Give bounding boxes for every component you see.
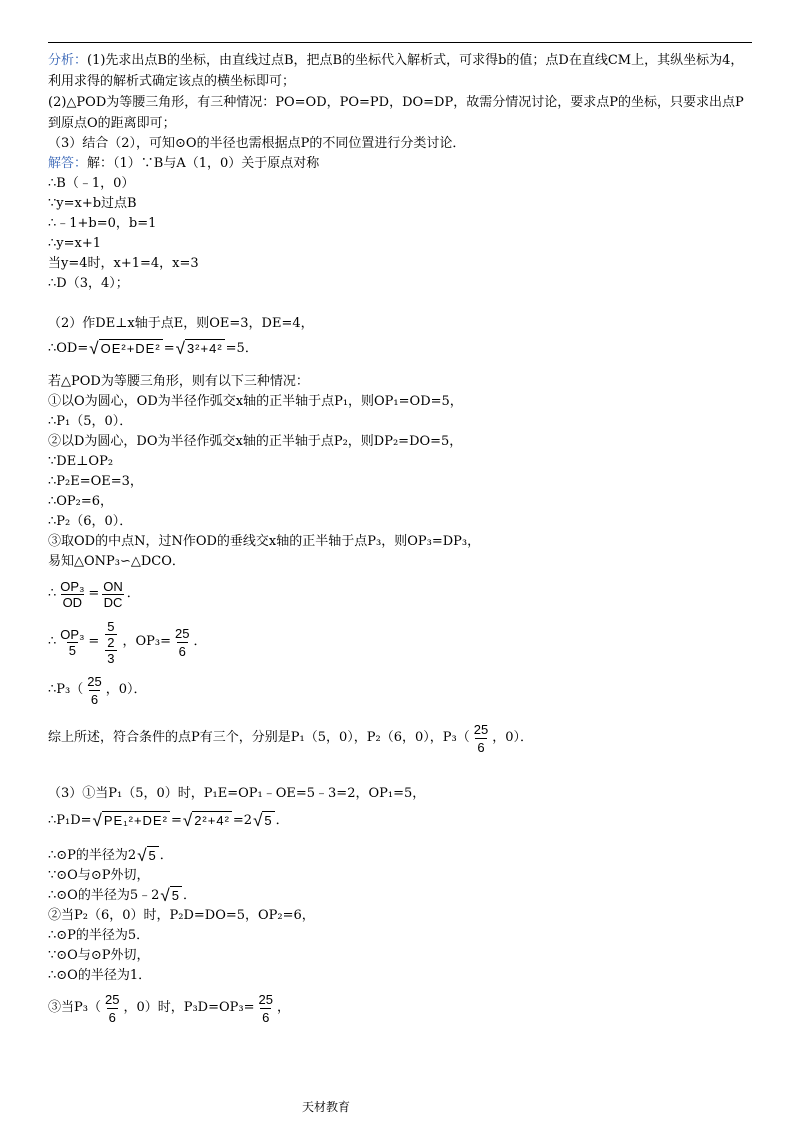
od-radical-1: √ OE²+DE²	[89, 339, 161, 358]
case2-line-c: ∴P₂E=OE=3，	[48, 474, 143, 489]
fraction-num: OP₃	[60, 626, 85, 642]
spacer	[48, 364, 754, 372]
answer-line-6: 当y=4时，x+1=4，x=3	[48, 256, 199, 271]
solution-content	[48, 50, 754, 1030]
part3-line-4: ∵⊙O与⊙P外切，	[48, 868, 150, 883]
summary-suffix: ，0）．	[492, 730, 533, 745]
op3-label: ，OP₃=	[122, 634, 172, 649]
od-prefix: ∴OD=	[48, 341, 89, 356]
analysis-line-5: （3）结合（2），可知⊙O的半径也需根据点P的不同位置进行分类讨论．	[48, 136, 466, 151]
r2-radical: √ 5	[160, 886, 180, 905]
complex-fraction	[101, 619, 120, 666]
answer-line-3: ∵y=x+b过点B	[48, 196, 137, 211]
fraction-den: DC	[103, 594, 123, 610]
p-radius-line	[48, 846, 754, 866]
fraction-den: OD	[62, 594, 83, 610]
fraction-25-6	[257, 991, 275, 1026]
r1-radical: √ 5	[137, 846, 157, 865]
od-radicand-1: OE²+DE²	[99, 339, 163, 359]
eq-sign: =	[88, 586, 100, 601]
answer-tag: 解答：	[48, 156, 88, 171]
ratio-formula	[48, 572, 754, 616]
case1-line-b: ∴P₁（5，0）．	[48, 414, 133, 429]
analysis-paragraph	[48, 50, 754, 92]
inner-num: 5	[107, 618, 115, 634]
fraction-den: 6	[90, 691, 99, 707]
p3-suffix: ，0）．	[105, 682, 147, 697]
p3-coordinate	[48, 668, 754, 712]
pd-end: ．	[275, 813, 289, 828]
inner-fraction	[105, 619, 116, 650]
analysis-line-3: (2)△POD为等腰三角形，有三种情况：PO=OD，PO=PD，DO=DP，故需分情况讨论，要求点P的坐标，只要求出点P	[48, 95, 744, 110]
therefore-2: ∴	[48, 634, 57, 649]
fraction-den: 3	[107, 650, 115, 666]
pd-eq: =	[170, 813, 182, 828]
fraction-op3-od	[58, 579, 86, 610]
analysis-tag: 分析：	[48, 53, 88, 68]
fraction-num: 25	[175, 625, 190, 641]
fraction-25-6	[103, 991, 121, 1026]
fraction-op3-5	[58, 627, 86, 658]
fraction-den: 6	[477, 739, 485, 755]
fraction-num: 25	[473, 721, 489, 737]
inner-den: 2	[107, 634, 115, 650]
case3-line-a: ③取OD的中点N，过N作OD的垂线交x轴的正半轴于点P₃，则OP₃=DP₃，	[48, 534, 481, 549]
case2-line-a: ②以D为圆心，DO为半径作弧交x轴的正半轴于点P₂，则DP₂=DO=5，	[48, 434, 463, 449]
part3-line-6: ②当P₂（6，0）时，P₂D=DO=5，OP₂=6，	[48, 908, 315, 923]
od-radical-2: √ 3²+4²	[175, 339, 223, 358]
answer-line-7: ∴D（3，4）；	[48, 276, 129, 291]
part2-cases-intro: 若△POD为等腰三角形，则有以下三种情况：	[48, 374, 309, 389]
fraction-den: 5	[68, 642, 76, 658]
fraction-num: 25	[87, 673, 102, 689]
analysis-line-4: 到原点O的距离即可；	[48, 116, 176, 131]
od-formula	[48, 334, 754, 364]
c3-prefix: ③当P₃（	[48, 1000, 101, 1015]
r2-radicand: 5	[170, 886, 182, 906]
case3-line-b: 易知△ONP₃∽△DCO．	[48, 554, 185, 569]
spacer	[48, 294, 754, 314]
case2-line-b: ∵DE⊥OP₂	[48, 454, 114, 469]
part3-line-7: ∴⊙P的半径为5．	[48, 928, 150, 943]
period: ．	[126, 586, 140, 601]
p1d-formula	[48, 804, 754, 838]
r1-radicand: 5	[147, 846, 159, 866]
footer-text: 天材教育	[302, 1100, 351, 1114]
r1-prefix: ∴⊙P的半径为2	[48, 848, 137, 863]
c3-mid: ，0）时，P₃D=OP₃=	[123, 1000, 255, 1015]
pd-radicand-1: PE₁²+DE²	[102, 811, 170, 831]
header-rule	[48, 42, 752, 43]
case2-line-e: ∴P₂（6，0）．	[48, 514, 133, 529]
part3-case3-line	[48, 986, 754, 1030]
r1-end: ．	[159, 848, 173, 863]
pd-eq2: =2	[232, 813, 253, 828]
p3-prefix: ∴P₃（	[48, 682, 84, 697]
od-radicand-2: 3²+4²	[185, 339, 225, 359]
pd-radical-1: √ PE₁²+DE²	[92, 811, 168, 830]
fraction-25-6	[173, 625, 191, 660]
fraction-den: 6	[178, 643, 186, 659]
fraction-on-dc	[101, 579, 125, 610]
r2-prefix: ∴⊙O的半径为5﹣2	[48, 888, 160, 903]
fraction-den: 6	[262, 1009, 270, 1025]
fraction-num: OP₃	[60, 578, 85, 594]
answer-line-1	[48, 154, 754, 174]
part2-line-1: （2）作DE⊥x轴于点E，则OE=3，DE=4，	[48, 316, 314, 331]
op3-formula	[48, 616, 754, 668]
part3-line-8: ∵⊙O与⊙P外切，	[48, 948, 150, 963]
summary-line	[48, 712, 754, 764]
answer-line-1-text: 解：（1）∵B与A（1，0）关于原点对称	[87, 156, 320, 171]
fraction-num: ON	[103, 578, 123, 594]
fraction-25-6	[472, 721, 490, 756]
analysis-paragraph-2	[48, 92, 754, 134]
fraction-num	[101, 619, 120, 650]
analysis-line-1: (1)先求出点B的坐标，由直线过点B，把点B的坐标代入解析式，可求得b的值；点D在直线CM上，其纵坐	[87, 53, 697, 68]
answer-line-2: ∴B（﹣1，0）	[48, 176, 135, 191]
part3-line-9: ∴⊙O的半径为1．	[48, 968, 152, 983]
eq-sign: =	[88, 634, 100, 649]
part3-line-1: （3）①当P₁（5，0）时，P₁E=OP₁﹣OE=5﹣3=2，OP₁=5，	[48, 786, 426, 801]
pd-radical-2: √ 2²+4²	[182, 811, 230, 830]
answer-line-4: ∴﹣1+b=0，b=1	[48, 216, 157, 231]
od-eq: =	[163, 341, 175, 356]
summary-prefix: 综上所述，符合条件的点P有三个，分别是P₁（5，0），P₂（6，0），P₃（	[48, 730, 470, 745]
fraction-25-6	[85, 673, 103, 708]
period: ．	[193, 634, 207, 649]
pd-radicand-2: 2²+4²	[192, 811, 232, 831]
fraction-num: 25	[104, 991, 120, 1007]
pd-radical-3: √ 5	[253, 811, 273, 830]
answer-line-5: ∴y=x+1	[48, 236, 102, 251]
analysis-line-2: 标为4，利用求得的解析式确定该点的横坐标即可；	[48, 53, 744, 89]
spacer	[48, 764, 754, 784]
fraction-den: 6	[108, 1009, 116, 1025]
spacer	[48, 838, 754, 846]
case2-line-d: ∴OP₂=6，	[48, 494, 114, 509]
o-radius-line	[48, 886, 754, 906]
fraction-num: 25	[258, 991, 273, 1007]
therefore-1: ∴	[48, 586, 57, 601]
pd-prefix: ∴P₁D=	[48, 813, 92, 828]
r2-end: ．	[182, 888, 196, 903]
od-end: =5．	[225, 341, 258, 356]
c3-end: ，	[276, 1000, 290, 1015]
case1-line-a: ①以O为圆心，OD为半径作弧交x轴的正半轴于点P₁，则OP₁=OD=5，	[48, 394, 463, 409]
pd-radicand-3: 5	[262, 811, 274, 831]
